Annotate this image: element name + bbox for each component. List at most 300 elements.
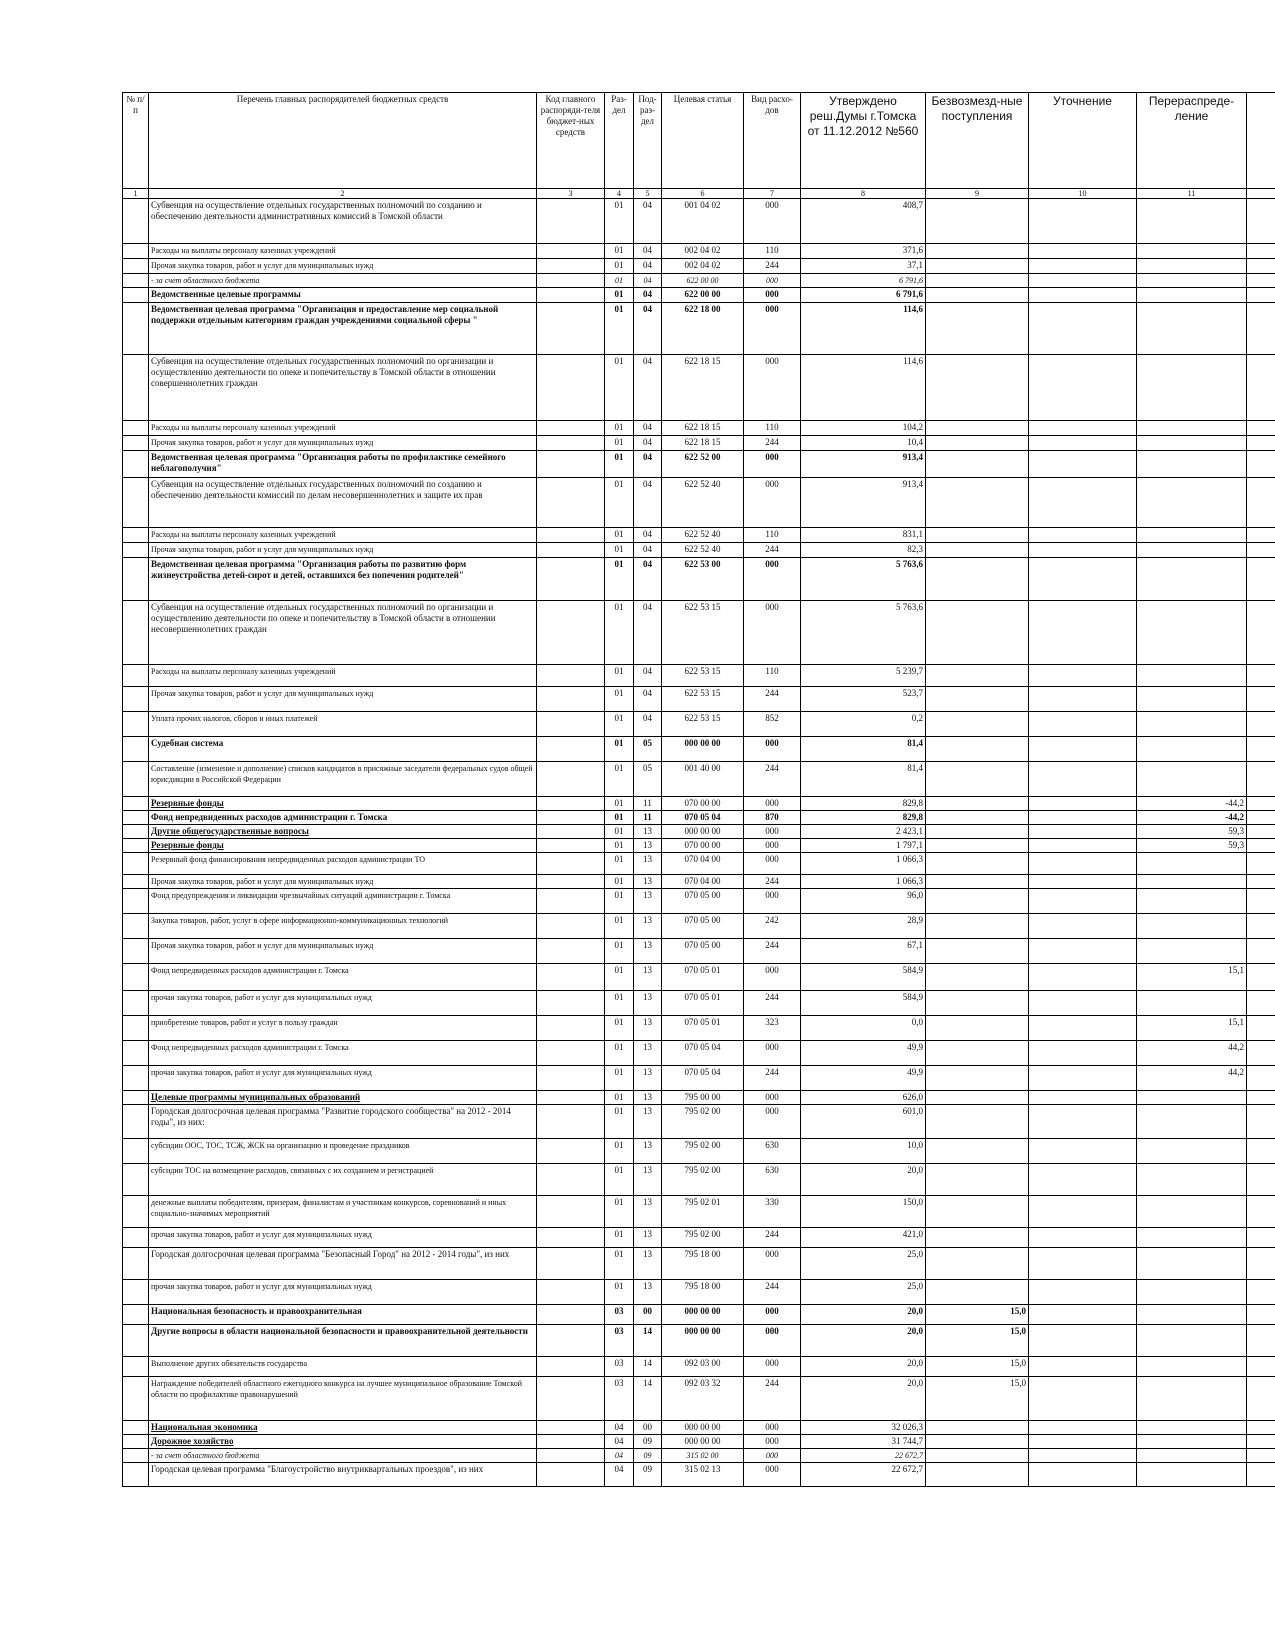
row-vid: 000 [744, 1248, 801, 1280]
row-target: 622 52 40 [662, 478, 744, 528]
row-code [537, 303, 605, 355]
row-podrazdel: 13 [634, 839, 662, 853]
row-number [123, 528, 149, 543]
row-razdel: 01 [605, 712, 634, 737]
row-name: Выполнение других обязательств государства [149, 1357, 537, 1377]
row-grants [926, 875, 1029, 889]
row-approved: 523,7 [801, 687, 926, 712]
row-target: 000 00 00 [662, 1325, 744, 1357]
row-grants [926, 436, 1029, 451]
row-redistrib [1137, 1463, 1247, 1487]
row-name: - за счет областного бюджета [149, 274, 537, 288]
row-vid: 000 [744, 1305, 801, 1325]
row-vid: 000 [744, 601, 801, 665]
row-podrazdel: 13 [634, 1164, 662, 1196]
table-row [123, 1139, 1275, 1164]
row-vid: 000 [744, 839, 801, 853]
column-number: 9 [926, 189, 1029, 199]
row-redistrib [1137, 1325, 1247, 1357]
row-clarify [1029, 797, 1137, 811]
row-razdel: 01 [605, 1248, 634, 1280]
row-extra [1247, 259, 1275, 274]
row-grants [926, 355, 1029, 421]
header-name: Перечень главных распорядителей бюджетных средств [149, 93, 537, 189]
row-razdel: 01 [605, 1041, 634, 1066]
row-code [537, 964, 605, 991]
row-name: Резервные фонды [149, 797, 537, 811]
row-clarify [1029, 1196, 1137, 1228]
row-number [123, 991, 149, 1016]
row-target: 070 00 00 [662, 797, 744, 811]
row-redistrib [1137, 1357, 1247, 1377]
row-code [537, 288, 605, 303]
row-target: 622 00 00 [662, 274, 744, 288]
row-grants [926, 712, 1029, 737]
table-row [123, 355, 1275, 421]
row-podrazdel: 00 [634, 1305, 662, 1325]
row-extra [1247, 1248, 1275, 1280]
row-target: 070 05 00 [662, 939, 744, 964]
row-approved: 584,9 [801, 991, 926, 1016]
row-approved: 829,8 [801, 797, 926, 811]
row-name: Расходы на выплаты персоналу казенных учреждений [149, 528, 537, 543]
row-razdel: 01 [605, 259, 634, 274]
row-grants [926, 244, 1029, 259]
row-podrazdel: 04 [634, 601, 662, 665]
row-vid: 244 [744, 762, 801, 797]
row-razdel: 01 [605, 839, 634, 853]
row-razdel: 01 [605, 1091, 634, 1105]
row-razdel: 04 [605, 1449, 634, 1463]
row-approved: 5 763,6 [801, 558, 926, 601]
row-vid: 110 [744, 665, 801, 687]
row-grants [926, 797, 1029, 811]
header-target: Целевая статья [662, 93, 744, 189]
row-podrazdel: 05 [634, 737, 662, 762]
row-name: Субвенция на осуществление отдельных государственных полномочий по организации и осуществлению деятельности по опеке и попечительству в Томской области в отношении совершеннолетних граждан [149, 355, 537, 421]
row-name: приобретение товаров, работ и услуг в пользу граждан [149, 1016, 537, 1041]
row-code [537, 665, 605, 687]
row-vid: 244 [744, 1228, 801, 1248]
row-number [123, 762, 149, 797]
row-grants [926, 558, 1029, 601]
row-podrazdel: 04 [634, 558, 662, 601]
row-grants [926, 1066, 1029, 1091]
row-grants [926, 889, 1029, 914]
row-extra [1247, 762, 1275, 797]
row-target: 795 02 01 [662, 1196, 744, 1228]
row-extra [1247, 991, 1275, 1016]
row-code [537, 939, 605, 964]
row-approved: 5 239,7 [801, 665, 926, 687]
row-extra [1247, 274, 1275, 288]
row-vid: 000 [744, 1357, 801, 1377]
row-name: Ведомственная целевая программа "Организация и предоставление мер социальной поддержки отдельным категориям граждан учреждениями социальной сферы " [149, 303, 537, 355]
row-target: 000 00 00 [662, 737, 744, 762]
row-approved: 31 744,7 [801, 1435, 926, 1449]
row-clarify [1029, 1280, 1137, 1305]
row-approved: 22 672,7 [801, 1463, 926, 1487]
row-number [123, 1305, 149, 1325]
row-redistrib [1137, 1377, 1247, 1421]
row-approved: 20,0 [801, 1377, 926, 1421]
row-target: 070 04 00 [662, 853, 744, 875]
row-vid: 630 [744, 1139, 801, 1164]
row-approved: 32 026,3 [801, 1421, 926, 1435]
row-razdel: 01 [605, 1164, 634, 1196]
table-row [123, 1105, 1275, 1139]
row-extra [1247, 853, 1275, 875]
row-vid: 000 [744, 288, 801, 303]
row-code [537, 889, 605, 914]
row-code [537, 1164, 605, 1196]
row-clarify [1029, 601, 1137, 665]
row-name: Национальная безопасность и правоохранительная [149, 1305, 537, 1325]
row-redistrib [1137, 451, 1247, 478]
row-vid: 000 [744, 451, 801, 478]
table-row [123, 1228, 1275, 1248]
row-podrazdel: 14 [634, 1357, 662, 1377]
row-grants: 15,0 [926, 1305, 1029, 1325]
row-approved: 20,0 [801, 1305, 926, 1325]
row-redistrib [1137, 665, 1247, 687]
row-target: 795 02 00 [662, 1164, 744, 1196]
header-extra [1247, 93, 1275, 189]
row-grants [926, 939, 1029, 964]
row-vid: 000 [744, 825, 801, 839]
row-code [537, 687, 605, 712]
row-code [537, 528, 605, 543]
row-redistrib [1137, 1105, 1247, 1139]
budget-table-sheet [122, 92, 1275, 1487]
row-podrazdel: 13 [634, 889, 662, 914]
row-podrazdel: 04 [634, 303, 662, 355]
row-extra [1247, 1280, 1275, 1305]
row-grants [926, 853, 1029, 875]
row-number [123, 303, 149, 355]
row-clarify [1029, 853, 1137, 875]
row-clarify [1029, 1421, 1137, 1435]
table-row [123, 1421, 1275, 1435]
row-razdel: 01 [605, 914, 634, 939]
row-clarify [1029, 914, 1137, 939]
row-podrazdel: 13 [634, 1248, 662, 1280]
row-razdel: 01 [605, 1280, 634, 1305]
row-target: 001 40 00 [662, 762, 744, 797]
column-number: 1 [123, 189, 149, 199]
row-razdel: 01 [605, 543, 634, 558]
row-name: денежные выплаты победителям, призерам, финалистам и участникам конкурсов, соревнований и иных социально-значимых мероприятий [149, 1196, 537, 1228]
row-extra [1247, 199, 1275, 244]
row-clarify [1029, 991, 1137, 1016]
row-code [537, 1325, 605, 1357]
row-code [537, 274, 605, 288]
row-name: Расходы на выплаты персоналу казенных учреждений [149, 665, 537, 687]
row-code [537, 1066, 605, 1091]
row-extra [1247, 939, 1275, 964]
row-vid: 000 [744, 274, 801, 288]
row-clarify [1029, 199, 1137, 244]
row-number [123, 737, 149, 762]
table-row [123, 737, 1275, 762]
row-approved: 20,0 [801, 1325, 926, 1357]
table-row [123, 991, 1275, 1016]
row-target: 622 52 00 [662, 451, 744, 478]
row-podrazdel: 04 [634, 199, 662, 244]
row-extra [1247, 875, 1275, 889]
row-razdel: 01 [605, 991, 634, 1016]
row-redistrib [1137, 762, 1247, 797]
row-name: Фонд предупреждения и ликвидации чрезвычайных ситуаций администрации г. Томска [149, 889, 537, 914]
row-redistrib [1137, 914, 1247, 939]
row-vid: 630 [744, 1164, 801, 1196]
table-row [123, 528, 1275, 543]
row-clarify [1029, 839, 1137, 853]
row-name: Фонд непредвиденных расходов администрации г. Томска [149, 811, 537, 825]
row-podrazdel: 13 [634, 1066, 662, 1091]
row-extra [1247, 288, 1275, 303]
row-target: 070 05 04 [662, 811, 744, 825]
row-redistrib [1137, 274, 1247, 288]
row-target: 092 03 00 [662, 1357, 744, 1377]
row-approved: 2 423,1 [801, 825, 926, 839]
row-code [537, 1228, 605, 1248]
column-number-row [123, 189, 1275, 199]
row-clarify [1029, 939, 1137, 964]
row-approved: 913,4 [801, 451, 926, 478]
row-name: прочая закупка товаров, работ и услуг для муниципальных нужд [149, 1066, 537, 1091]
row-razdel: 01 [605, 811, 634, 825]
header-podrazdel: Под-раз-дел [634, 93, 662, 189]
row-extra [1247, 1016, 1275, 1041]
row-extra [1247, 1139, 1275, 1164]
row-redistrib [1137, 543, 1247, 558]
row-podrazdel: 09 [634, 1463, 662, 1487]
row-extra [1247, 1091, 1275, 1105]
row-number [123, 436, 149, 451]
column-number: 11 [1137, 189, 1247, 199]
row-podrazdel: 04 [634, 712, 662, 737]
row-vid: 000 [744, 1325, 801, 1357]
row-podrazdel: 00 [634, 1421, 662, 1435]
row-approved: 49,9 [801, 1066, 926, 1091]
row-number [123, 1016, 149, 1041]
row-grants [926, 825, 1029, 839]
row-target: 002 04 02 [662, 244, 744, 259]
row-redistrib [1137, 889, 1247, 914]
row-vid: 000 [744, 1449, 801, 1463]
row-target: 622 53 00 [662, 558, 744, 601]
row-extra [1247, 1325, 1275, 1357]
row-approved: 20,0 [801, 1357, 926, 1377]
row-podrazdel: 09 [634, 1449, 662, 1463]
row-razdel: 03 [605, 1325, 634, 1357]
row-redistrib [1137, 528, 1247, 543]
budget-table [122, 92, 1275, 1487]
row-vid: 000 [744, 558, 801, 601]
row-target: 070 05 04 [662, 1066, 744, 1091]
row-clarify [1029, 875, 1137, 889]
row-extra [1247, 839, 1275, 853]
row-approved: 22 672,7 [801, 1449, 926, 1463]
row-razdel: 01 [605, 1196, 634, 1228]
row-extra [1247, 797, 1275, 811]
row-razdel: 01 [605, 601, 634, 665]
row-number [123, 889, 149, 914]
row-approved: 913,4 [801, 478, 926, 528]
table-row [123, 1325, 1275, 1357]
table-row [123, 687, 1275, 712]
row-clarify [1029, 1164, 1137, 1196]
table-row [123, 797, 1275, 811]
row-target: 070 05 01 [662, 1016, 744, 1041]
row-vid: 000 [744, 889, 801, 914]
row-target: 795 00 00 [662, 1091, 744, 1105]
row-target: 070 05 04 [662, 1041, 744, 1066]
row-target: 795 02 00 [662, 1228, 744, 1248]
table-row [123, 451, 1275, 478]
row-clarify [1029, 1105, 1137, 1139]
row-target: 622 18 15 [662, 355, 744, 421]
row-vid: 244 [744, 1377, 801, 1421]
row-approved: 104,2 [801, 421, 926, 436]
row-extra [1247, 825, 1275, 839]
row-grants [926, 451, 1029, 478]
table-row [123, 199, 1275, 244]
row-redistrib [1137, 712, 1247, 737]
row-redistrib [1137, 421, 1247, 436]
row-vid: 244 [744, 991, 801, 1016]
row-razdel: 01 [605, 939, 634, 964]
row-podrazdel: 04 [634, 451, 662, 478]
row-name: Национальная экономика [149, 1421, 537, 1435]
table-row [123, 478, 1275, 528]
row-extra [1247, 244, 1275, 259]
row-number [123, 478, 149, 528]
row-extra [1247, 303, 1275, 355]
row-approved: 371,6 [801, 244, 926, 259]
row-approved: 28,9 [801, 914, 926, 939]
row-name: субсидии ТОС на возмещение расходов, связанных с их созданием и регистрацией [149, 1164, 537, 1196]
row-extra [1247, 665, 1275, 687]
table-row [123, 1066, 1275, 1091]
row-podrazdel: 04 [634, 355, 662, 421]
row-approved: 6 791,6 [801, 288, 926, 303]
row-grants [926, 288, 1029, 303]
row-extra [1247, 558, 1275, 601]
row-code [537, 839, 605, 853]
row-clarify [1029, 825, 1137, 839]
row-podrazdel: 04 [634, 543, 662, 558]
row-grants [926, 811, 1029, 825]
column-number: 2 [149, 189, 537, 199]
row-extra [1247, 687, 1275, 712]
row-code [537, 451, 605, 478]
row-name: субсидии ООС, ТОС, ТСЖ, ЖСК на организацию и проведение праздников [149, 1139, 537, 1164]
row-clarify [1029, 451, 1137, 478]
row-clarify [1029, 687, 1137, 712]
row-podrazdel: 04 [634, 478, 662, 528]
row-razdel: 01 [605, 1105, 634, 1139]
row-redistrib [1137, 853, 1247, 875]
row-podrazdel: 04 [634, 436, 662, 451]
row-name: Ведомственная целевая программа "Организация работы по профилактике семейного неблагополучия" [149, 451, 537, 478]
row-number [123, 1280, 149, 1305]
row-code [537, 543, 605, 558]
row-razdel: 01 [605, 244, 634, 259]
row-redistrib: -44,2 [1137, 797, 1247, 811]
row-razdel: 01 [605, 964, 634, 991]
row-code [537, 1041, 605, 1066]
table-row [123, 762, 1275, 797]
table-row [123, 1091, 1275, 1105]
table-row [123, 1248, 1275, 1280]
row-clarify [1029, 436, 1137, 451]
row-extra [1247, 1435, 1275, 1449]
row-redistrib [1137, 259, 1247, 274]
row-number [123, 1041, 149, 1066]
row-podrazdel: 13 [634, 853, 662, 875]
row-clarify [1029, 1066, 1137, 1091]
row-podrazdel: 04 [634, 687, 662, 712]
row-number [123, 665, 149, 687]
row-podrazdel: 13 [634, 825, 662, 839]
row-razdel: 03 [605, 1357, 634, 1377]
row-vid: 000 [744, 1421, 801, 1435]
row-razdel: 01 [605, 737, 634, 762]
row-extra [1247, 889, 1275, 914]
table-row [123, 914, 1275, 939]
row-razdel: 01 [605, 199, 634, 244]
row-grants [926, 1248, 1029, 1280]
table-row [123, 1357, 1275, 1377]
row-target: 622 52 40 [662, 543, 744, 558]
row-redistrib [1137, 288, 1247, 303]
row-number [123, 964, 149, 991]
row-grants [926, 543, 1029, 558]
row-target: 070 05 00 [662, 914, 744, 939]
row-extra [1247, 964, 1275, 991]
row-number [123, 1435, 149, 1449]
row-podrazdel: 13 [634, 1139, 662, 1164]
row-podrazdel: 13 [634, 914, 662, 939]
row-podrazdel: 05 [634, 762, 662, 797]
row-code [537, 1435, 605, 1449]
row-code [537, 1248, 605, 1280]
header-redistrib: Перераспреде-ление [1137, 93, 1247, 189]
row-redistrib: 15,1 [1137, 964, 1247, 991]
row-vid: 000 [744, 478, 801, 528]
row-redistrib [1137, 737, 1247, 762]
row-vid: 000 [744, 797, 801, 811]
row-podrazdel: 14 [634, 1377, 662, 1421]
row-number [123, 797, 149, 811]
row-redistrib [1137, 1435, 1247, 1449]
row-razdel: 01 [605, 1016, 634, 1041]
row-target: 795 18 00 [662, 1280, 744, 1305]
row-number [123, 421, 149, 436]
row-number [123, 825, 149, 839]
row-extra [1247, 421, 1275, 436]
row-extra [1247, 1421, 1275, 1435]
row-target: 622 53 15 [662, 665, 744, 687]
row-approved: 831,1 [801, 528, 926, 543]
row-razdel: 01 [605, 274, 634, 288]
row-code [537, 478, 605, 528]
row-vid: 000 [744, 355, 801, 421]
row-code [537, 259, 605, 274]
table-row [123, 1305, 1275, 1325]
